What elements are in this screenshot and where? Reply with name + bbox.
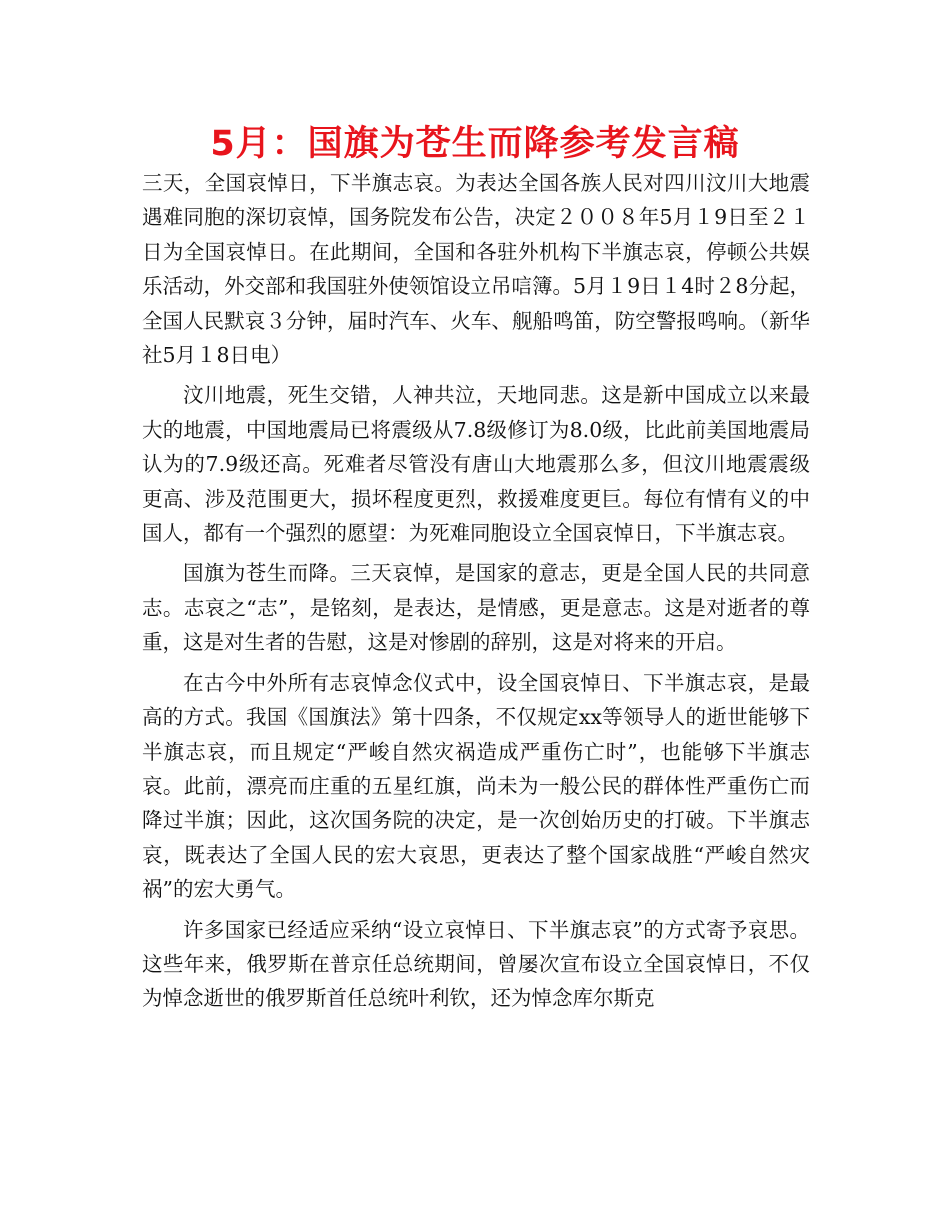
paragraph-5: 许多国家已经适应采纳“设立哀悼日、下半旗志哀”的方式寄予哀思。这些年来，俄罗斯在普京任总统期间，曾屡次宣布设立全国哀悼日，不仅为悼念逝世的俄罗斯首任总统叶利钦，还为悼念库尔斯克 — [142, 917, 810, 1011]
document-title: 5月：国旗为苍生而降参考发言稿 — [210, 124, 740, 164]
paragraph-1: 三天，全国哀悼日，下半旗志哀。为表达全国各族人民对四川汶川大地震遇难同胞的深切哀悼，国务院发布公告，决定２００８年5月１9日至２１日为全国哀悼日。在此期间，全国和各驻外机构下半旗志哀，停顿公共娱乐活动，外交部和我国驻外使领馆设立吊唁簿。5月１9日１4时２8分起，全国人民默哀３分钟，届时汽车、火车、舰船鸣笛，防空警报鸣响。（新华社5月１8日电） — [142, 171, 810, 368]
document-body — [142, 166, 810, 1022]
paragraph-3: 国旗为苍生而降。三天哀悼，是国家的意志，更是全国人民的共同意志。志哀之“志”，是铭刻，是表达，是情感，更是意志。这是对逝者的尊重，这是对生者的告慰，这是对惨剧的辞别，这是对将来的开启。 — [142, 561, 810, 655]
paragraph-2: 汶川地震，死生交错，人神共泣，天地同悲。这是新中国成立以来最大的地震，中国地震局已将震级从7.8级修订为8.0级，比此前美国地震局认为的7.9级还高。死难者尽管没有唐山大地震那么多，但汶川地震震级更高、涉及范围更大，损坏程度更烈，救援难度更巨。每位有情有义的中国人，都有一个强烈的愿望：为死难同胞设立全国哀悼日，下半旗志哀。 — [142, 383, 810, 546]
paragraph-4: 在古今中外所有志哀悼念仪式中，设全国哀悼日、下半旗志哀，是最高的方式。我国《国旗法》第十四条，不仅规定xx等领导人的逝世能够下半旗志哀，而且规定“严峻自然灾祸造成严重伤亡时”，也能够下半旗志哀。此前，漂亮而庄重的五星红旗，尚未为一般公民的群体性严重伤亡而降过半旗；因此，这次国务院的决定，是一次创始历史的打破。下半旗志哀，既表达了全国人民的宏大哀思，更表达了整个国家战胜“严峻自然灾祸”的宏大勇气。 — [142, 670, 810, 902]
